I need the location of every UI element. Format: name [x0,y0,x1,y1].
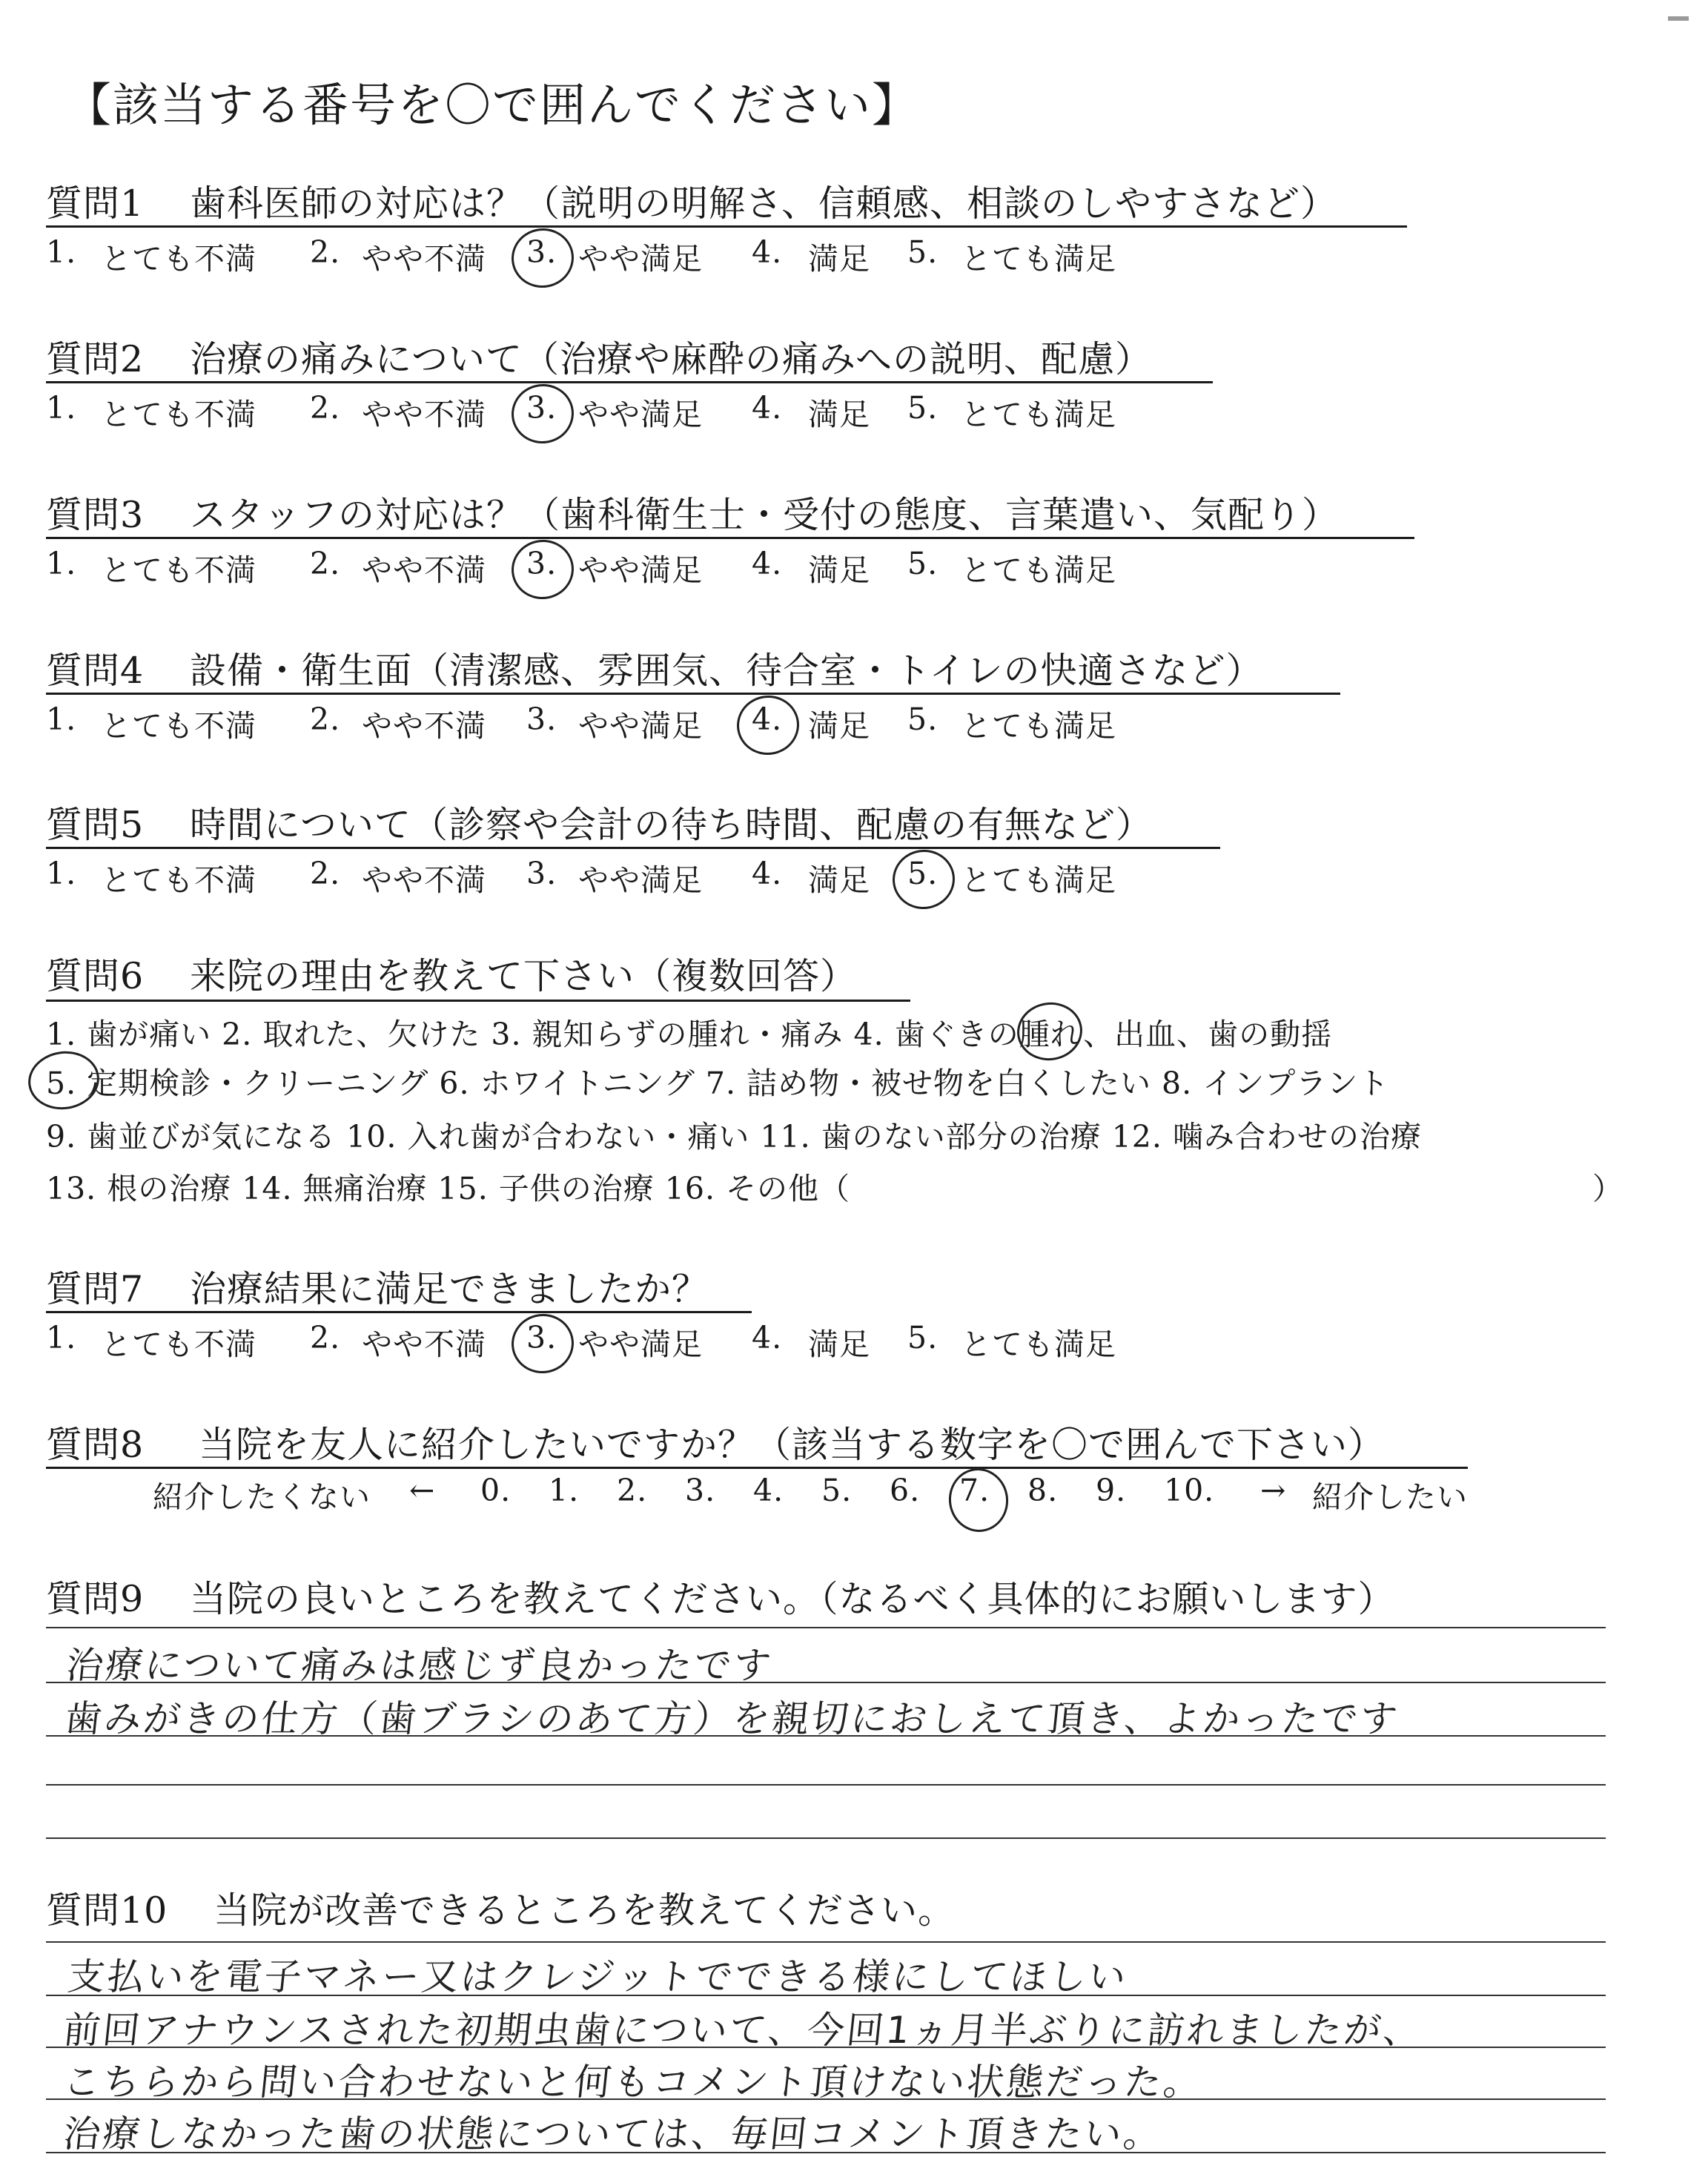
option-label: やや不満 [362,397,486,432]
question-label: 質問2 [46,338,145,380]
handwritten-answer: 前回アナウンスされた初期虫歯について、今回1ヵ月半ぶりに訪れましたが、 [61,2009,1425,2052]
handwritten-answer: 治療しなかった歯の状態については、毎回コメント頂きたい。 [61,2113,1165,2156]
question-underline [46,1311,752,1313]
option-number: 2. [310,1320,341,1355]
question-label: 質問1 [46,182,145,225]
option-number: 5. [907,390,939,426]
question-label: 質問5 [46,804,145,846]
option-number: 2. [310,701,341,737]
question-text: 当院を友人に紹介したいですか？（該当する数字を〇で囲んで下さい） [199,1424,1386,1466]
question-text: 治療の痛みについて（治療や麻酔の痛みへの説明、配慮） [190,338,1153,380]
option-label: やや満足 [578,241,703,277]
reason-row-3: 9. 歯並びが気になる 10. 入れ歯が合わない・痛い 11. 歯のない部分の治療 12. 噛み合わせの治療 [46,1119,1422,1155]
option-label: とても不満 [101,862,256,898]
selected-circle-q7[interactable] [508,1310,577,1378]
option-label: とても不満 [101,397,256,432]
option-number: 4. [752,1320,783,1355]
option-number: 5. [907,1320,939,1355]
selected-circle-q4[interactable] [733,692,803,759]
option-label: やや満足 [578,708,703,744]
option-number: 1. [46,701,77,737]
option-number: 5. [907,234,939,270]
handwritten-answer: 支払いを電子マネー又はクレジットでできる様にしてほしい [65,1955,1131,1998]
scale-number: 0. [480,1473,512,1508]
question-text: 当院の良いところを教えてください。（なるべく具体的にお願いします） [190,1578,1395,1620]
option-label: 満足 [808,1327,870,1362]
option-number: 4. [752,390,783,426]
scale-number: 8. [1027,1473,1059,1508]
option-number: 1. [46,546,77,581]
handwritten-answer: こちらから問い合わせないと何もコメント頂けない状態だった。 [61,2061,1205,2104]
scale-left-label: 紹介したくない [153,1479,371,1515]
scale-number: 3. [685,1473,716,1508]
option-label: 満足 [808,862,870,898]
scale-number: 2. [617,1473,648,1508]
option-number: 4. [752,701,783,737]
option-number: 5. [907,856,939,891]
handwritten-answer: 歯みがきの仕方（歯ブラシのあて方）を親切におしえて頂き、よかったです [62,1697,1402,1740]
question-underline [46,847,1220,849]
question-text: 歯科医師の対応は？（説明の明解さ、信頼感、相談のしやすさなど） [190,182,1338,225]
question-text: 治療結果に満足できましたか？ [190,1268,709,1310]
selected-circle-reason-5[interactable] [24,1047,103,1114]
selected-circle-scale-7[interactable] [944,1464,1012,1536]
option-number: 3. [526,546,557,581]
option-label: やや満足 [578,397,703,432]
selected-circle-q5[interactable] [889,846,959,914]
answer-line [46,1627,1606,1628]
question-text: スタッフの対応は？（歯科衛生士・受付の態度、言葉遣い、気配り） [190,494,1340,536]
question-label: 質問6 [46,955,145,997]
scale-right-label: 紹介したい [1312,1479,1468,1515]
option-label: やや不満 [362,708,486,744]
scale-number: 7. [959,1473,990,1508]
option-label: とても満足 [961,1327,1116,1362]
option-number: 2. [310,390,341,426]
selected-circle-q3[interactable] [508,536,577,604]
option-label: やや満足 [578,1327,703,1362]
question-underline [46,537,1414,539]
option-label: やや不満 [362,862,486,898]
question-text: 来院の理由を教えて下さい（複数回答） [190,955,858,997]
selected-circle-q1[interactable] [508,225,577,292]
option-number: 3. [526,234,557,270]
question-label: 質問9 [46,1578,145,1620]
option-label: とても満足 [961,708,1116,744]
question-underline [46,225,1407,228]
option-label: やや不満 [362,241,486,277]
option-label: とても満足 [961,862,1116,898]
option-label: やや満足 [578,552,703,588]
reason-other-close: ） [1592,1171,1623,1206]
option-number: 3. [526,390,557,426]
reason-row-4: 13. 根の治療 14. 無痛治療 15. 子供の治療 16. その他（ [46,1171,851,1206]
question-text: 時間について（診察や会計の待ち時間、配慮の有無など） [190,804,1153,846]
option-number: 3. [526,856,557,891]
reason-row-1: 1. 歯が痛い 2. 取れた、欠けた 3. 親知らずの腫れ・痛み 4. 歯ぐきの腫れ、出血、歯の動揺 [46,1017,1333,1052]
reason-row-2: 5. 定期検診・クリーニング 6. ホワイトニング 7. 詰め物・被せ物を白くしたい 8. インプラント [46,1066,1390,1101]
option-label: とても満足 [961,397,1116,432]
option-number: 1. [46,856,77,891]
option-number: 1. [46,234,77,270]
scale-number: 6. [890,1473,921,1508]
option-label: とても不満 [101,708,256,744]
handwritten-answer: 治療について痛みは感じず良かったです [64,1644,775,1687]
question-label: 質問7 [46,1268,145,1310]
option-label: やや満足 [578,862,703,898]
scan-corner-mark [1668,16,1689,21]
question-underline [46,693,1340,695]
option-label: とても不満 [101,1327,256,1362]
question-text: 当院が改善できるところを教えてください。 [214,1889,956,1932]
answer-line [46,1837,1606,1839]
scale-number: 4. [753,1473,784,1508]
option-number: 1. [46,390,77,426]
scale-number: 9. [1096,1473,1127,1508]
option-label: 満足 [808,552,870,588]
option-label: とても満足 [961,552,1116,588]
option-label: 満足 [808,708,870,744]
selected-circle-q2[interactable] [508,380,577,448]
option-number: 5. [907,546,939,581]
option-number: 2. [310,546,341,581]
page-title: 【該当する番号を〇で囲んでください】 [65,78,920,132]
question-label: 質問4 [46,650,145,692]
option-label: とても満足 [961,241,1116,277]
answer-line [46,1941,1606,1943]
answer-line [46,1784,1606,1786]
option-label: やや不満 [362,552,486,588]
scale-left-arrow: ← [409,1473,436,1508]
question-label: 質問10 [46,1889,168,1932]
option-number: 4. [752,546,783,581]
option-label: とても不満 [101,552,256,588]
option-label: 満足 [808,397,870,432]
scale-number: 1. [549,1473,580,1508]
option-number: 4. [752,856,783,891]
option-number: 5. [907,701,939,737]
option-number: 3. [526,701,557,737]
question-underline [46,381,1213,383]
question-label: 質問3 [46,494,145,536]
scale-number: 10. [1164,1473,1215,1508]
option-label: 満足 [808,241,870,277]
question-text: 設備・衛生面（清潔感、雰囲気、待合室・トイレの快適さなど） [190,650,1263,692]
question-label: 質問8 [46,1424,145,1466]
option-number: 3. [526,1320,557,1355]
question-underline [46,1467,1468,1469]
option-number: 1. [46,1320,77,1355]
option-number: 2. [310,856,341,891]
option-number: 2. [310,234,341,270]
scale-number: 5. [821,1473,853,1508]
option-label: とても不満 [101,241,256,277]
option-number: 4. [752,234,783,270]
scale-right-arrow: → [1260,1473,1287,1508]
question-underline [46,1000,910,1002]
selected-circle-reason-4[interactable] [1013,998,1086,1064]
option-label: やや不満 [362,1327,486,1362]
